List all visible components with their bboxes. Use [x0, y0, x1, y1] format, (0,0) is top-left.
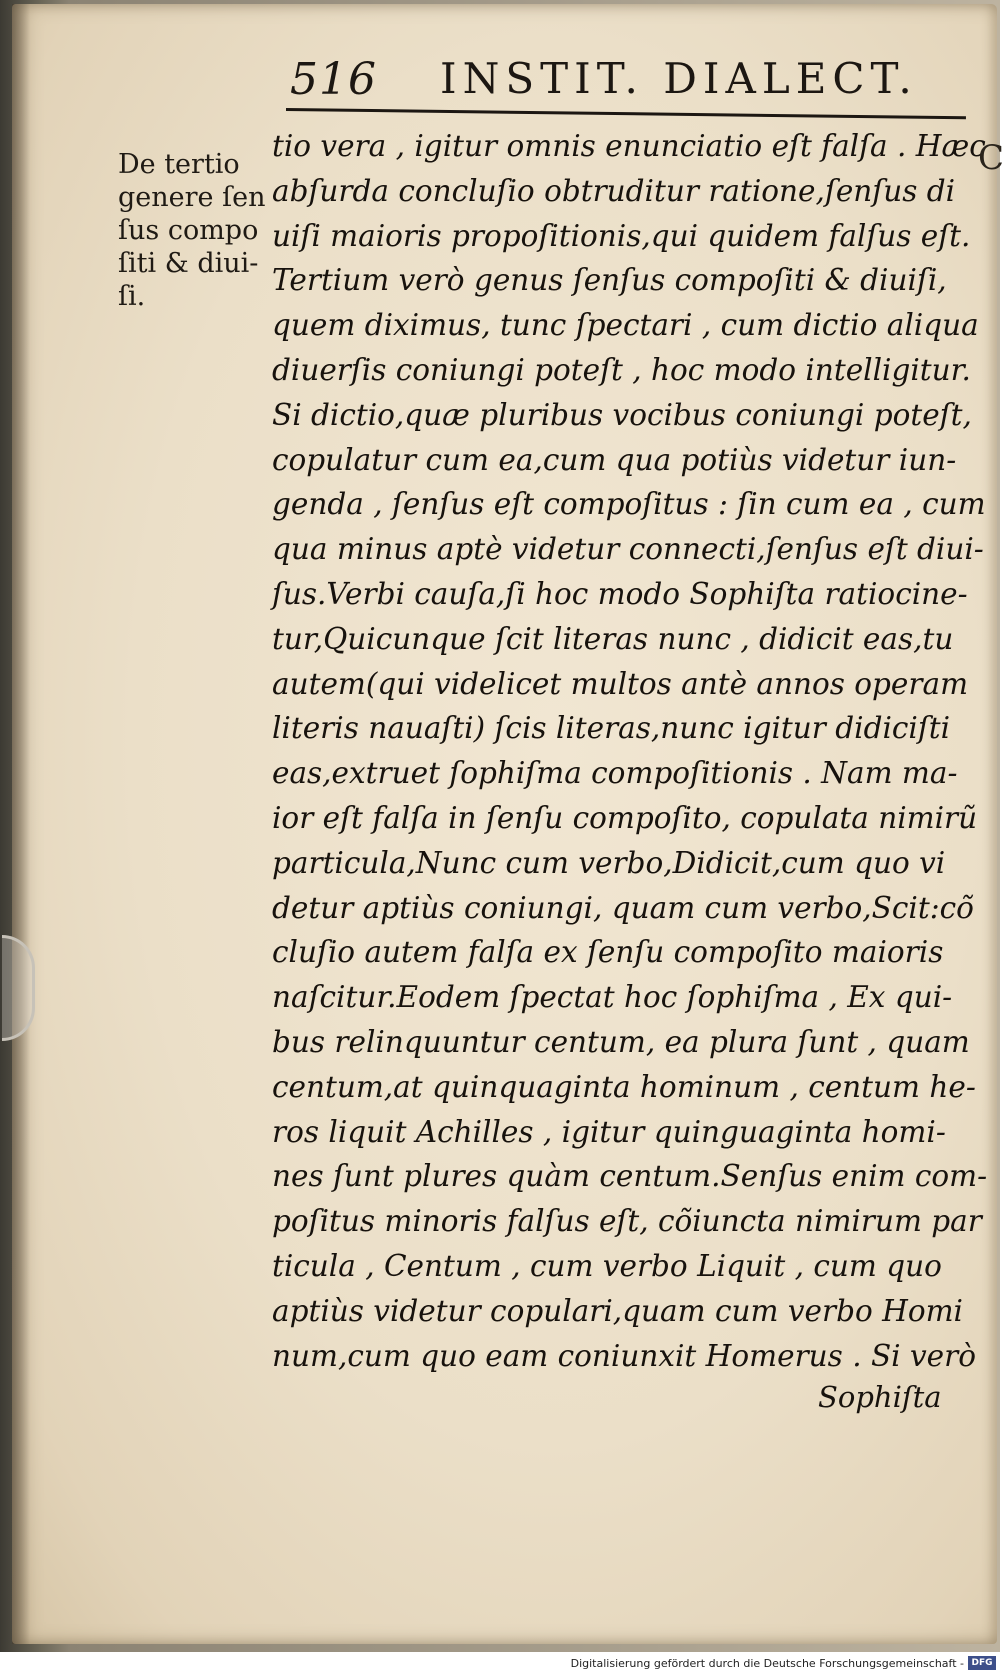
text-line: ior eſt falſa in ſenſu compoſito, copulata nimirũ: [272, 800, 978, 835]
text-line: literis nauaſti) ſcis literas,nunc igitur didiciſti: [272, 711, 951, 746]
page-edge-mark: C: [978, 138, 1004, 178]
text-line: tur,Quicunque ſcit literas nunc , didicit eas,tu: [272, 621, 954, 656]
text-line: ſus.Verbi cauſa,ſi hoc modo Sophiſta ratiocine-: [272, 576, 968, 611]
text-line: Tertium verò genus ſenſus compoſiti & diuiſi,: [272, 263, 947, 298]
text-line: centum,at quinquaginta hominum , centum he-: [272, 1069, 976, 1104]
margin-note: [118, 148, 278, 313]
text-line: nes ſunt plures quàm centum.Senſus enim com-: [272, 1159, 988, 1194]
margin-note-line: ſus compo: [118, 215, 259, 246]
text-line: diuerſis coniungi poteſt , hoc modo intelligitur.: [272, 352, 971, 387]
page-clip: [2, 935, 35, 1041]
text-line: quem diximus, tunc ſpectari , cum dictio aliqua: [272, 308, 979, 343]
text-line: naſcitur.Eodem ſpectat hoc ſophiſma , Ex qui-: [272, 980, 953, 1015]
text-line: autem(qui videlicet multos antè annos operam: [272, 666, 969, 701]
text-line: cluſio autem falſa ex ſenſu compoſito maioris: [272, 935, 944, 970]
margin-note-line: genere ſen: [118, 182, 266, 213]
text-line: copulatur cum ea,cum qua potiùs videtur iun-: [272, 442, 957, 477]
text-line: ticula , Centum , cum verbo Liquit , cum quo: [272, 1248, 942, 1283]
page-header: [290, 50, 970, 110]
page-gutter-shadow: [12, 4, 30, 1644]
text-line: ros liquit Achilles , igitur quinguaginta homi-: [272, 1114, 946, 1149]
page-number: 516: [290, 54, 377, 105]
text-line: poſitus minoris falſus eſt, cõiuncta nimirum par: [272, 1204, 982, 1239]
text-line: Si dictio,quæ pluribus vocibus coniungi poteſt,: [272, 397, 972, 432]
margin-note-line: ſi.: [118, 281, 146, 312]
text-line: abſurda concluſio obtruditur ratione,ſenſus di: [272, 173, 956, 208]
text-line: genda , ſenſus eſt compoſitus : ſin cum ea , cum: [272, 487, 986, 522]
margin-note-line: De tertio: [118, 149, 240, 180]
text-line: bus relinquuntur centum, ea plura ſunt , quam: [272, 1024, 970, 1059]
text-line: eas,extruet ſophiſma compoſitionis . Nam ma-: [272, 756, 958, 791]
text-line: uiſi maioris propoſitionis,qui quidem falſus eſt.: [272, 218, 971, 253]
catchword: Sophiſta: [818, 1380, 942, 1414]
text-line: particula,Nunc cum verbo,Didicit,cum quo vi: [272, 845, 946, 880]
body-text: [272, 124, 988, 1378]
text-line: detur aptiùs coniungi, quam cum verbo,Scit:cõ: [272, 890, 974, 925]
running-head: INSTIT. DIALECT.: [440, 54, 918, 103]
margin-note-line: ſiti & diui-: [118, 248, 259, 279]
text-line: aptiùs videtur copulari,quam cum verbo Homi: [272, 1293, 963, 1328]
text-line: num,cum quo eam coniunxit Homerus . Si verò: [272, 1338, 976, 1373]
footer-credit: Digitalisierung gefördert durch die Deutsche Forschungsgemeinschaft -: [570, 1657, 964, 1670]
text-line: tio vera , igitur omnis enunciatio eſt falſa . Hæc: [272, 129, 986, 163]
digitization-footer: [0, 1652, 1000, 1675]
dfg-logo-icon: DFG: [968, 1656, 996, 1670]
text-line: qua minus aptè videtur connecti,ſenſus eſt diui-: [272, 532, 984, 567]
